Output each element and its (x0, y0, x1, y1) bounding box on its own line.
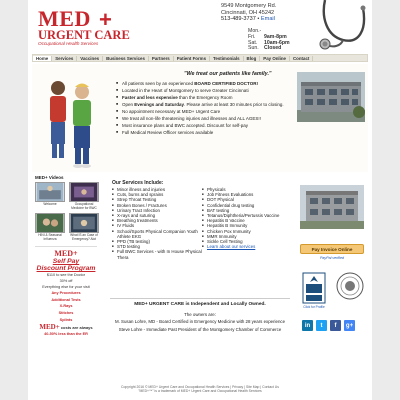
video-caption: Welcome (43, 202, 57, 206)
video-caption: Occupational Medicine for BWC (71, 202, 97, 210)
video-caption: HINI & Seasonal Influenza (38, 233, 62, 241)
building-photo (300, 185, 364, 229)
promo-line: 30% off (59, 279, 73, 283)
nav-patient-forms[interactable]: Patient Forms (174, 56, 210, 61)
hours-row: Mon.-Fri. 9am-8pm (248, 28, 287, 40)
list-item: ■ Job Fitness Evaluations (202, 192, 292, 197)
list-item: ■ Full BWC Services - with In House Physical Thera (112, 249, 202, 259)
list-item: ■ Confidential drug testing (202, 203, 292, 208)
owners-section (110, 298, 290, 334)
promo-red-line: Any Procedures (51, 291, 81, 296)
services-columns (112, 187, 292, 260)
badges (302, 272, 368, 318)
nav-home[interactable]: Home (33, 56, 52, 61)
linkedin-icon[interactable]: in (302, 320, 313, 331)
nav-partners[interactable]: Partners (149, 56, 174, 61)
video-influenza[interactable] (35, 213, 65, 242)
list-item: ■ X-rays and suturing (112, 213, 202, 218)
list-item: ■ Open Evenings and Saturday. Please arrive at least 30 minutes prior to closing. (116, 102, 286, 107)
video-occupational[interactable] (69, 182, 99, 211)
footer (32, 385, 368, 393)
promo-title-2: Discount Program (36, 265, 96, 273)
facebook-icon[interactable]: f (330, 320, 341, 331)
list-item: ■ Hepatitis B Vaccine (202, 218, 292, 223)
video-welcome[interactable] (35, 182, 65, 211)
social-links (302, 320, 368, 331)
left-column (32, 173, 100, 381)
bbb-accredited-icon[interactable] (302, 272, 326, 306)
list-item: ■ BAT testing (202, 208, 292, 213)
promo-title: Self Pay (52, 258, 80, 265)
site-logo[interactable] (38, 6, 143, 46)
self-pay-promo[interactable] (35, 246, 97, 337)
list-item: ■ No appointment necessary at MED+ Urgent Care (116, 109, 286, 114)
learn-services-link[interactable]: Learn about our services (207, 244, 256, 250)
promo-bottom-2: 40-50% less than the ER (44, 332, 88, 337)
video-thumbnail (69, 213, 99, 233)
nav-business-services[interactable]: Business Services (103, 56, 149, 61)
logo-subtitle: Occupational Health Services (38, 41, 99, 46)
association-seal-icon (336, 272, 364, 300)
logo-plus: + (99, 7, 112, 32)
footer-copyright: Copyright 2016 © MED+ Urgent Care and Occupational Health Services | Privacy | Site Map | Contact Us (121, 385, 279, 389)
list-item: ■ Faster and less expensive than the Emergency Room (116, 95, 286, 100)
list-item: ■ DOT Physical (202, 197, 292, 202)
list-item: ■ Most insurance plans and BWC accepted. Discount for self-pay (116, 123, 286, 128)
address-line-1: 9549 Montgomery Rd. (221, 3, 277, 9)
owners-intro: The owners are: (184, 312, 216, 317)
list-item: ■ STD testing (112, 244, 202, 249)
nav-testimonials[interactable]: Testimonials (210, 56, 244, 61)
footer-trademark: "MED+™" is a trademark of MED+ Urgent Care and Occupational Health Services (138, 389, 262, 394)
phone-separator: • (255, 16, 261, 23)
right-column (296, 173, 368, 331)
hours-row: Sat. 10am-6pm (248, 39, 290, 46)
promo-line: $110 to see the Doctor (46, 273, 86, 278)
hours-row: Sun. Closed (248, 45, 282, 52)
list-item: ■ Full Medical Review Officer services available (116, 130, 286, 135)
video-thumbnail (35, 213, 65, 233)
services-title: Our Services Include: (112, 180, 164, 186)
google-plus-icon[interactable]: g+ (344, 320, 355, 331)
list-item: ■ Sickle Cell Testing (202, 239, 292, 244)
list-item: ■ Hepatitis B Immunity (202, 223, 292, 228)
list-item: ■ Tetanus/Diphtheria/Pertussis Vaccine (202, 213, 292, 218)
services-col-1 (112, 187, 202, 260)
main-nav (32, 54, 368, 62)
nav-blog[interactable]: Blog (244, 56, 261, 61)
promo-line: Everything else for your visit (42, 284, 90, 289)
address-line-2: Cincinnati, OH 45242 (221, 9, 275, 16)
phone-number[interactable]: 513-489-3737 (221, 16, 256, 23)
children-photo (38, 72, 110, 170)
promo-red-line: Additional Tests (51, 297, 81, 302)
header (28, 0, 372, 52)
services-section (112, 180, 292, 260)
list-item: ■ We treat all non-life threatening injuries and illnesses and ALL AGES!! (116, 116, 286, 121)
stethoscope-icon (313, 0, 371, 50)
promo-bottom: MED+ costs are always (39, 323, 93, 332)
list-item: ■ Cuts, burns and sprains (112, 192, 202, 197)
list-item: ■ MMR Immunity (202, 234, 292, 239)
owner-2: Steve Lohre - Immediate Past President of the Montgomery Chamber of Commerce (118, 326, 282, 332)
hero-tagline: "We treat our patients like family." (184, 71, 272, 77)
video-caption: What IS an Case of Emergency? Alot (70, 233, 98, 241)
list-item: ■ School/Sports Physical Companion Youth Athlete EKG (112, 229, 202, 239)
list-item: ■ Breathing treatments (112, 218, 202, 223)
videos-title: MED+ Videos (35, 175, 64, 180)
logo-urgent-care: URGENT CARE (38, 28, 130, 42)
nav-vaccines[interactable]: Vaccines (77, 56, 103, 61)
list-item: ■ Urinary Tract Infection (112, 208, 202, 213)
nav-contact[interactable]: Contact (290, 56, 313, 61)
list-item: ■ Physicals (202, 187, 292, 192)
services-col-2 (202, 187, 292, 260)
video-thumbnail (69, 182, 99, 202)
hero-bullets (116, 81, 286, 137)
list-item: ■ Chicken Pox Immunity (202, 229, 292, 234)
list-item: ■ Strep Throat Testing (112, 197, 202, 202)
video-emergency[interactable] (69, 213, 99, 242)
hours-block (248, 29, 290, 52)
twitter-icon[interactable]: t (316, 320, 327, 331)
video-thumbnail (35, 182, 65, 202)
paypal-note: PayPal verified (320, 256, 344, 260)
logo-med: MED (38, 6, 91, 31)
list-item: ■ IV Fluids (112, 223, 202, 228)
promo-logo: MED+ (54, 249, 78, 258)
owner-1: M. Susan Lohre, MD - Board Certified in Emergency Medicine with 28 years experience (114, 319, 286, 325)
pay-invoice-button[interactable]: Pay Invoice Online (300, 244, 364, 254)
independent-statement: MED+ URGENT CARE is Independent and Locally Owned. (134, 302, 266, 307)
promo-red-line: Splints (59, 317, 73, 322)
hero-section (32, 64, 368, 172)
nav-services[interactable]: Services (52, 56, 77, 61)
clinic-photo (297, 72, 365, 122)
email-link[interactable]: Email (260, 16, 275, 23)
video-grid (32, 182, 100, 242)
list-item: ■ All patients seen by an experienced BOARD CERTIFIED DOCTOR! (116, 81, 286, 86)
list-item: ■ Broken Bones / Fractures (112, 203, 202, 208)
page (28, 0, 372, 400)
nav-pay-online[interactable]: Pay Online (260, 56, 290, 61)
bbb-profile-link[interactable]: Click for Profile (303, 305, 325, 309)
list-item (202, 244, 292, 249)
list-item: ■ Minor illness and injuries (112, 187, 202, 192)
promo-red-line: X-Rays (59, 304, 73, 309)
list-item: ■ Located in the Heart of Montgomery to serve Greater Cincinnati (116, 88, 286, 93)
list-item: ■ PPD (TB testing) (112, 239, 202, 244)
promo-red-line: Stitches (58, 310, 74, 315)
